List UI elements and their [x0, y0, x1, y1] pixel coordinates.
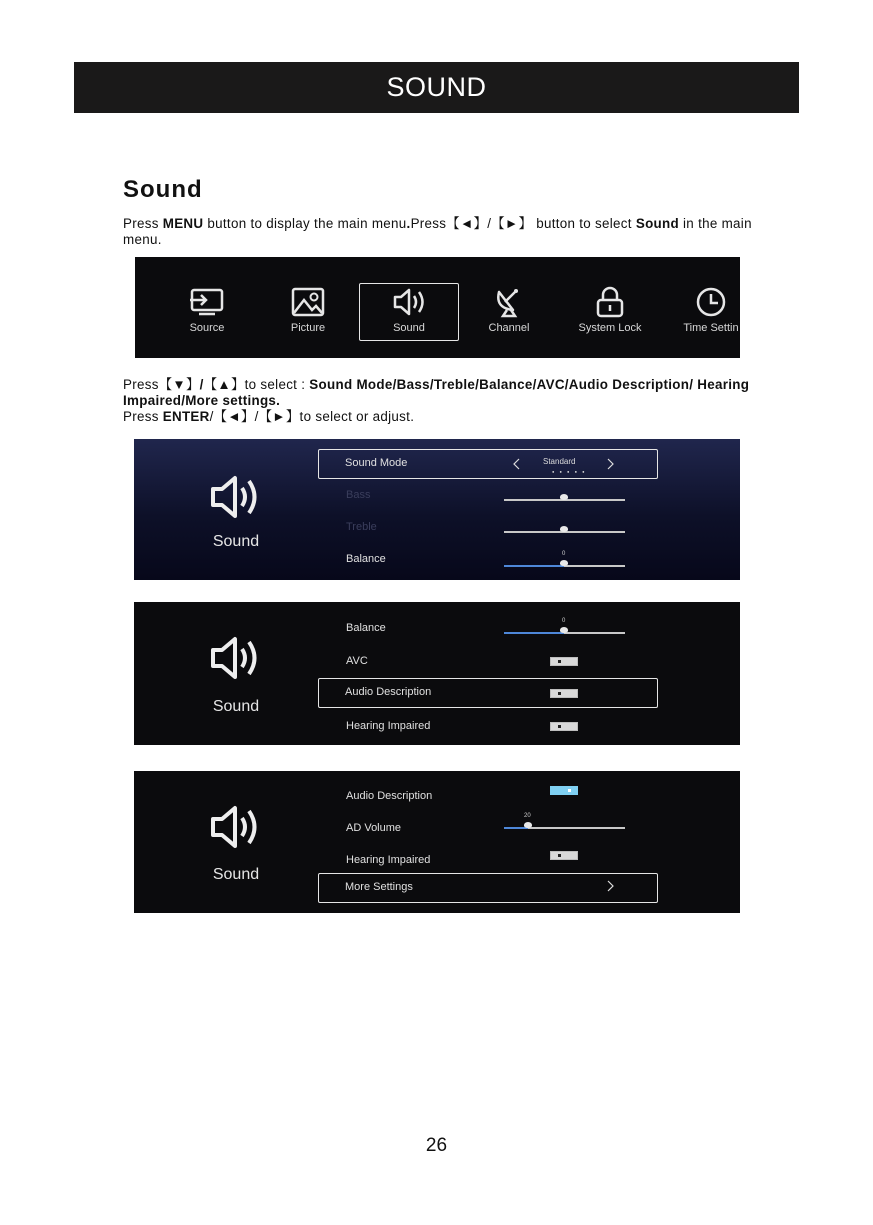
audio-description-label: Audio Description [345, 686, 432, 698]
more-settings-label: More Settings [345, 881, 413, 893]
ad-volume-slider-knob[interactable] [524, 822, 532, 828]
para2-text-1: Press【▼】 [123, 377, 200, 392]
para1-text-4: in the main menu. [123, 216, 752, 247]
ad-volume-slider[interactable] [504, 813, 625, 829]
page-header-title: SOUND [386, 72, 487, 102]
treble-label: Treble [346, 521, 377, 533]
bass-slider-knob[interactable] [560, 494, 568, 500]
hearing-impaired-row[interactable] [318, 712, 658, 742]
para2-text-2: 【▲】to select : [203, 377, 310, 392]
menu-item-source[interactable] [157, 284, 257, 340]
bass-label: Bass [346, 489, 371, 501]
avc-toggle[interactable] [550, 657, 578, 666]
audio-description-row[interactable] [318, 678, 658, 708]
source-icon [189, 286, 225, 318]
speaker-large-icon [207, 634, 263, 682]
sound-mode-dots: ● ● ● ● ● [552, 469, 587, 474]
sound-side-label: Sound [212, 533, 260, 550]
balance-row[interactable] [318, 614, 658, 644]
sound-menu-screen-2 [134, 602, 740, 745]
balance-slider-knob[interactable] [560, 627, 568, 633]
balance-slider[interactable] [504, 551, 625, 567]
ad-volume-label: AD Volume [346, 822, 402, 834]
sound-menu-screen-1 [134, 439, 740, 580]
treble-row[interactable] [318, 513, 658, 543]
sound-side-label: Sound [212, 698, 260, 715]
balance-row[interactable] [318, 545, 658, 575]
para1-text-1: Press [123, 216, 163, 231]
para1-text-3: Press【◄】/【►】 button to select [410, 216, 636, 231]
audio-description-toggle[interactable] [550, 786, 578, 795]
sound-mode-label: Sound Mode [345, 457, 408, 469]
treble-slider[interactable] [504, 531, 625, 533]
avc-label: AVC [346, 655, 368, 667]
treble-slider-knob[interactable] [560, 526, 568, 532]
sound-menu-screen-3 [134, 771, 740, 913]
balance-value: 0 [562, 551, 566, 557]
balance-slider[interactable] [504, 618, 625, 634]
chevron-right-icon[interactable] [607, 880, 615, 892]
hearing-impaired-toggle-nub [558, 854, 561, 857]
hearing-impaired-toggle[interactable] [550, 851, 578, 860]
speaker-icon [391, 286, 427, 318]
sound-mode-value: Standard [543, 457, 576, 466]
sound-side-label: Sound [212, 866, 260, 883]
bass-slider[interactable] [504, 499, 625, 501]
para2-bold-items: Sound Mode/Bass/Treble/Balance/AVC/Audio Description/ Hearing Impaired/More settings. [123, 377, 750, 408]
ad-volume-value: 20 [524, 813, 531, 819]
balance-label: Balance [346, 622, 386, 634]
para2-bold-slash: / [199, 377, 204, 392]
para1-bold-dot: . [406, 216, 411, 231]
menu-item-system-lock-label: System Lock [578, 322, 642, 334]
audio-description-row[interactable] [318, 782, 658, 812]
chevron-left-icon[interactable] [512, 458, 520, 470]
clock-icon [693, 286, 729, 318]
menu-item-time-setting-label: Time Settin [683, 322, 739, 334]
para2-text-4: /【◄】/【►】to select or adjust. [209, 409, 415, 424]
audio-description-toggle-nub [568, 789, 571, 792]
para1-bold-menu: MENU [162, 216, 204, 231]
satellite-dish-icon [491, 286, 527, 318]
hearing-impaired-row[interactable] [318, 846, 658, 876]
balance-label: Balance [346, 553, 386, 565]
picture-icon [290, 286, 326, 318]
audio-description-toggle-nub [558, 692, 561, 695]
lock-icon [592, 286, 628, 318]
audio-description-label: Audio Description [346, 790, 433, 802]
instruction-paragraph-2 [123, 377, 783, 425]
ad-volume-row[interactable] [318, 814, 658, 844]
hearing-impaired-toggle-nub [558, 725, 561, 728]
para2-bold-enter: ENTER [162, 409, 210, 424]
bass-row[interactable] [318, 481, 658, 511]
menu-item-picture[interactable] [258, 284, 358, 340]
hearing-impaired-toggle[interactable] [550, 722, 578, 731]
page-number: 26 [425, 1135, 448, 1156]
balance-value: 0 [562, 618, 566, 624]
para2-text-3: Press [123, 409, 163, 424]
menu-item-source-label: Source [189, 322, 225, 334]
main-menu-screen [135, 257, 740, 358]
avc-row[interactable] [318, 647, 658, 677]
page-header-bar [74, 62, 799, 113]
para1-bold-sound: Sound [635, 216, 679, 231]
menu-item-channel[interactable] [459, 284, 559, 340]
menu-item-sound[interactable] [359, 283, 459, 341]
balance-slider-fill [504, 632, 564, 634]
audio-description-toggle[interactable] [550, 689, 578, 698]
menu-item-system-lock[interactable] [560, 284, 660, 340]
menu-item-picture-label: Picture [290, 322, 326, 334]
hearing-impaired-label: Hearing Impaired [346, 720, 431, 732]
speaker-large-icon [207, 803, 263, 851]
speaker-large-icon [207, 473, 263, 521]
menu-item-channel-label: Channel [488, 322, 530, 334]
balance-slider-fill [504, 565, 564, 567]
hearing-impaired-label: Hearing Impaired [346, 854, 431, 866]
avc-toggle-nub [558, 660, 561, 663]
menu-item-time-setting[interactable] [661, 284, 740, 340]
section-title: Sound [123, 176, 203, 203]
menu-item-sound-label: Sound [393, 322, 425, 334]
chevron-right-icon[interactable] [607, 458, 615, 470]
balance-slider-knob[interactable] [560, 560, 568, 566]
instruction-paragraph-1 [123, 216, 783, 248]
para1-text-2: button to display the main menu [203, 216, 407, 231]
